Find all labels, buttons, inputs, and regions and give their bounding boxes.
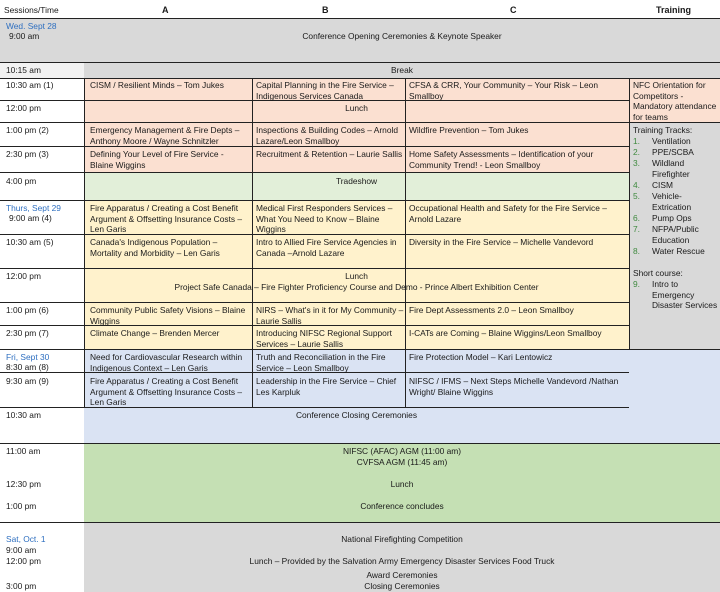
time-cell: 9:00 am (6, 545, 37, 555)
session-c5: Diversity in the Fire Service – Michelle Vandevord (409, 237, 594, 247)
session-c7: I-CATs are Coming – Blaine Wiggins/Leon Smallboy (409, 328, 602, 338)
session-c1: CFSA & CRR, Your Community – Your Risk – Leon Smallboy (409, 80, 598, 101)
opening-ceremonies: Conference Opening Ceremonies & Keynote Speaker (302, 31, 502, 41)
time-cell: 12:30 pm (6, 479, 41, 489)
session-b8: Truth and Reconciliation in the Fire Service – Leon Smallboy (256, 352, 386, 373)
session-a4: Fire Apparatus / Creating a Cost Benefit Argument & Offsetting Insurance Costs – Len Garis (90, 203, 243, 234)
time-cell: 10:30 am (5) (6, 237, 54, 247)
session-b9: Leadership in the Fire Service – Chief Les Karpluk (256, 376, 397, 397)
time-cell: 9:00 am (9, 31, 40, 41)
session-b4: Medical First Responders Services – What You Need to Know – Blaine Wiggins (256, 203, 393, 234)
break-label: Break (391, 65, 413, 75)
nifsc-agm: NIFSC (AFAC) AGM (11:00 am) (342, 446, 462, 456)
time-cell: 2:30 pm (7) (6, 328, 49, 338)
time-cell: 2:30 pm (3) (6, 149, 49, 159)
lunch-label: Lunch (345, 271, 368, 281)
award-ceremonies: Award Ceremonies (366, 570, 438, 580)
lunch-salvation-army: Lunch – Provided by the Salvation Army Emergency Disaster Services Food Truck (249, 556, 555, 566)
session-a3: Defining Your Level of Fire Service - Blaine Wiggins (90, 149, 224, 170)
session-a9: Fire Apparatus / Creating a Cost Benefit Argument & Offsetting Insurance Costs – Len Garis (90, 376, 243, 407)
header-col-a: A (162, 5, 169, 15)
header-col-c: C (510, 5, 517, 15)
session-c4: Occupational Health and Safety for the Fire Service – Arnold Lazare (409, 203, 607, 224)
session-c8: Fire Protection Model – Kari Lentowicz (409, 352, 553, 362)
time-cell: 11:00 am (6, 446, 41, 456)
time-cell: 10:30 am (6, 410, 41, 420)
day-label-fri: Fri, Sept 30 (6, 352, 50, 362)
time-cell: 8:30 am (8) (6, 362, 49, 372)
time-cell: 12:00 pm (6, 271, 41, 281)
short-course-label: Short course: (633, 268, 683, 278)
nfc-orientation: NFC Orientation for Competitors - Mandatory attendance for teams (633, 80, 717, 122)
session-c3: Home Safety Assessments – Identification of your Community Trend! - Leon Smallboy (409, 149, 594, 170)
session-a6: Community Public Safety Visions – Blaine Wiggins (90, 305, 246, 326)
time-cell: 9:00 am (4) (9, 213, 52, 223)
lunch-label: Lunch (345, 103, 368, 113)
session-a7: Climate Change – Brenden Mercer (90, 328, 220, 338)
time-cell: 1:00 pm (6, 501, 37, 511)
session-b3: Recruitment & Retention – Laurie Sallis (256, 149, 403, 159)
time-cell: 4:00 pm (6, 176, 37, 186)
session-b1: Capital Planning in the Fire Service – Indigenous Services Canada (256, 80, 394, 101)
session-c9: NIFSC / IFMS – Next Steps Michelle Vandevord /Nathan Wright/ Blaine Wiggins (409, 376, 619, 397)
training-tracks-label: Training Tracks: (633, 125, 693, 135)
time-cell: 10:15 am (6, 65, 41, 75)
session-a1: CISM / Resilient Minds – Tom Jukes (90, 80, 224, 90)
time-cell: 12:00 pm (6, 103, 41, 113)
session-b7: Introducing NIFSC Regional Support Services – Laurie Sallis (256, 328, 392, 349)
header-sessions-time: Sessions/Time (4, 5, 59, 15)
tradeshow-label: Tradeshow (335, 176, 378, 186)
time-cell: 10:30 am (1) (6, 80, 54, 90)
closing-ceremonies: Conference Closing Ceremonies (295, 410, 418, 420)
project-safe-canada: Project Safe Canada – Fire Fighter Proficiency Course and Demo - Prince Albert Exhibition Center (174, 282, 539, 292)
session-c6: Fire Dept Assessments 2.0 – Leon Smallboy (409, 305, 574, 315)
time-cell: 1:00 pm (6) (6, 305, 49, 315)
closing-ceremonies-sat: Closing Ceremonies (364, 581, 440, 591)
session-a5: Canada's Indigenous Population – Mortality and Morbidity – Len Garis (90, 237, 220, 258)
session-a8: Need for Cardiovascular Research within Indigenous Context – Len Garis (90, 352, 243, 373)
national-competition: National Firefighting Competition (341, 534, 463, 544)
time-cell: 3:00 pm (6, 581, 37, 591)
session-b5: Intro to Allied Fire Service Agencies in Canada –Arnold Lazare (256, 237, 397, 258)
time-cell: 12:00 pm (6, 556, 41, 566)
lunch-label: Lunch (390, 479, 414, 489)
session-b2: Inspections & Building Codes – Arnold Lazare/Leon Smallboy (256, 125, 398, 146)
session-a2: Emergency Management & Fire Depts – Anthony Moore / Wayne Schnitzler (90, 125, 240, 146)
time-cell: 1:00 pm (2) (6, 125, 49, 135)
day-label-thurs: Thurs, Sept 29 (6, 203, 61, 213)
conference-concludes: Conference concludes (360, 501, 444, 511)
time-cell: 9:30 am (9) (6, 376, 49, 386)
schedule-sheet: Sessions/Time A B C Training Wed. Sept 28 9:00 am Conference Opening Ceremonies & Keynote Speaker 10:15 am Break 10:30 am (1) CISM / Resilient Minds – Tom Jukes Capital Planning in the Fire Service – Indigenous Services Canada CFSA & CRR, Your Community – Your Risk – Leon Smallboy 12:00 pm Lunch 1:00 pm (2) Emergency Management & Fire Depts – Anthony Moore / Wayne Schnitzler Inspections & Building Codes – Arnold Lazare/Leon Smallboy Wildfire Prevention – Tom Jukes 2:30 pm (3) Defining Your Level of Fire Service - Blaine Wiggins Recruitment & Retention – Laurie Sallis Home Safety Assessments – Identification of your Community Trend! - Leon Smallboy 4:00 pm Tradeshow Thurs, Sept 29 9:00 am (4) Fire Apparatus / Creating a Cost Benefit Argument & Offsetting Insurance Costs – Len Garis Medical First Responders Services – What You Need to Know – Blaine Wiggins Occupational Health and Safety for the Fire Service – Arnold Lazare 10:30 am (5) Canada's Indigenous Population – Mortality and Morbidity – Len Garis Intro to Allied Fire Service Agencies in Canada –Arnold Lazare Diversity in the Fire Service – Michelle Vandevord 12:00 pm Lunch Project Safe Canada – Fire Fighter Proficiency Course and Demo - Prince Albert Exhibition Center 1:00 pm (6) Community Public Safety Visions – Blaine Wiggins NIRS – What's in it for My Community – Laurie Sallis Fire Dept Assessments 2.0 – Leon Smallboy 2:30 pm (7) Climate Change – Brenden Mercer Introducing NIFSC Regional Support Services – Laurie Sallis I-CATs are Coming – Blaine Wiggins/Leon Smallboy Fri, Sept 30 8:30 am (8) Need for Cardiovascular Research within Indigenous Context – Len Garis Truth and Reconciliation in the Fire Service – Leon Smallboy Fire Protection Model – Kari Lentowicz 9:30 am (9) Fire Apparatus / Creating a Cost Benefit Argument & Offsetting Insurance Costs – Len Garis Leadership in the Fire Service – Chief Les Karpluk NIFSC / IFMS – Next Steps Michelle Vandevord /Nathan Wright/ Blaine Wiggins 10:30 am Conference Closing Ceremonies 11:00 am NIFSC (AFAC) AGM (11:00 am) CVFSA AGM (11:45 am) 12:30 pm Lunch 1:00 pm Conference concludes Sat, Oct. 1 9:00 am National Firefighting Competition 12:00 pm Lunch – Provided by the Salvation Army Emergency Disaster Services Food Truck 3:00 pm Award Ceremonies Closing Ceremonies NFC Orientation for Competitors - Mandatory attendance for teams Training Tracks: 1. Ventilation 2. PPE/SCBA 3. Wildland Firefighter 4. CISM 5. Vehicle-Extrication 6. Pump Ops 7. NFPA/Public Education 8. Water Rescue Short course: 9. Intro to Emergency Disaster Services (0, 0, 720, 592)
session-c2: Wildfire Prevention – Tom Jukes (409, 125, 529, 135)
header-col-b: B (322, 5, 329, 15)
header-training: Training (656, 5, 692, 15)
day-label-sat: Sat, Oct. 1 (6, 534, 46, 544)
day-label-wed: Wed. Sept 28 (6, 21, 57, 31)
cvfsa-agm: CVFSA AGM (11:45 am) (356, 457, 448, 467)
session-b6: NIRS – What's in it for My Community – Laurie Sallis (256, 305, 404, 326)
